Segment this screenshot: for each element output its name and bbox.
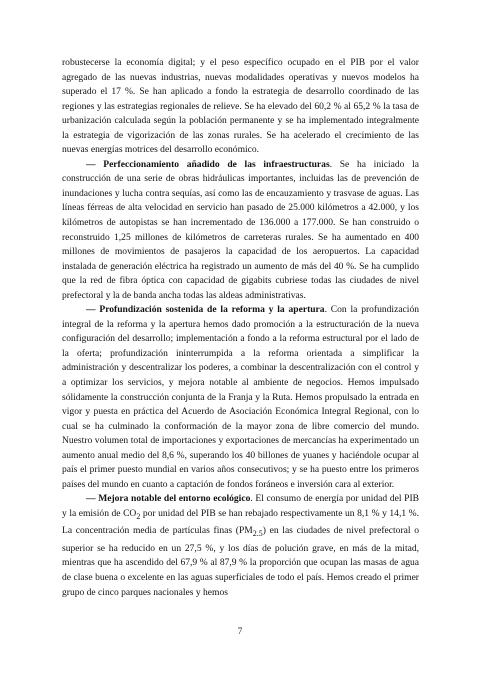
section-heading-infrastructure: — Perfeccionamiento añadido de las infraestructuras: [86, 158, 330, 170]
paragraph-text: ) en las ciudades de nivel prefectoral o superior se ha reducido en un 27,5 %, y los días de polución grave, en más de la mitad, mientras que ha ascendido del 67,9 % al 87,9 % la proporción que ocupan las masas de agua de clase buena o excelente en las aguas superficiales de todo el país. Hemos creado el primer grupo de cinco parques nacionales y hemos: [62, 525, 419, 598]
paragraph-text: robustecerse la economía digital; y el peso específico ocupado en el PIB por el valor agregado de las nuevas industrias, nuevas modalidades operativas y nuevos modelos ha superado el 17 %. Se han aplicado a fondo la estrategia de desarrollo coordinado de las regiones y las estrategias regionales de relieve. Se ha elevado del 60,2 % al 65,2 % la tasa de urbanización calculada según la población permanente y se ha implementado integralmente la estrategia de vigorización de las zonas rurales. Se ha acelerado el crecimiento de las nuevas energías motrices del desarrollo económico.: [62, 57, 419, 156]
paragraph-ecology: [62, 492, 419, 600]
paragraph-reform-opening: [62, 303, 419, 492]
paragraph-text: . El consumo de energía por unidad del PIB y la emisión de CO: [62, 493, 419, 519]
subscript-co2: 2: [136, 511, 141, 521]
subscript-pm25: 2.5: [252, 529, 263, 539]
section-heading-ecology: — Mejora notable del entorno ecológico: [86, 493, 251, 505]
paragraph-digital-economy: [62, 56, 419, 158]
paragraph-text: . Se ha iniciado la construcción de una serie de obras hidráulicas importantes, incluidas las de prevención de inundaciones y lucha contra sequías, así como las de encauzamiento y trasvase de aguas. Las líneas férreas de alta velocidad en servicio han pasado de 25.000 kilómetros a 42.000, y los kilómetros de autopistas se han incrementado de 136.000 a 177.000. Se han construido o reconstruido 1,25 millones de kilómetros de carreteras rurales. Se ha aumentado en 400 millones de movimientos de pasajeros la capacidad de los aeropuertos. La capacidad instalada de generación eléctrica ha registrado un aumento de más del 40 %. Se ha cumplido que la red de fibra óptica con capacidad de gigabits cubriese todas las ciudades de nivel prefectoral y la de banda ancha todas las aldeas administrativas.: [62, 158, 419, 301]
paragraph-infrastructure: [62, 158, 419, 303]
page-number: 7: [237, 626, 243, 636]
paragraph-text: por unidad del PIB se han rebajado respectivamente un 8,1 % y 14,1 %. La concentración media de partículas finas (PM: [62, 507, 419, 537]
paragraph-text: . Con la profundización integral de la reforma y la apertura hemos dado promoción a la estructuración de la nueva configuración del desarrollo; implementación a fondo a la reforma estructural por el lado de la oferta; profundización ininterrumpida a la reforma orientada a simplificar la administración y descentralizar los poderes, a combinar la descentralización con el control y a optimizar los servicios, y mejora notable al ambiente de negocios. Hemos impulsado sólidamente la construcción conjunta de la Franja y la Ruta. Hemos propulsado la entrada en vigor y puesta en práctica del Acuerdo de Asociación Económica Integral Regional, con lo cual se ha culminado la conformación de la mayor zona de libre comercio del mundo. Nuestro volumen total de importaciones y exportaciones de mercancías ha experimentado un aumento anual medio del 8,6 %, superando los 40 billones de yuanes y haciéndole ocupar al país el primer puesto mundial en varios años consecutivos; y se ha puesto entre los primeros países del mundo en cuanto a captación de fondos foráneos e inversión cara al exterior.: [62, 304, 419, 490]
section-heading-reform: — Profundización sostenida de la reforma y la apertura: [86, 304, 325, 316]
body-text: [62, 56, 419, 600]
